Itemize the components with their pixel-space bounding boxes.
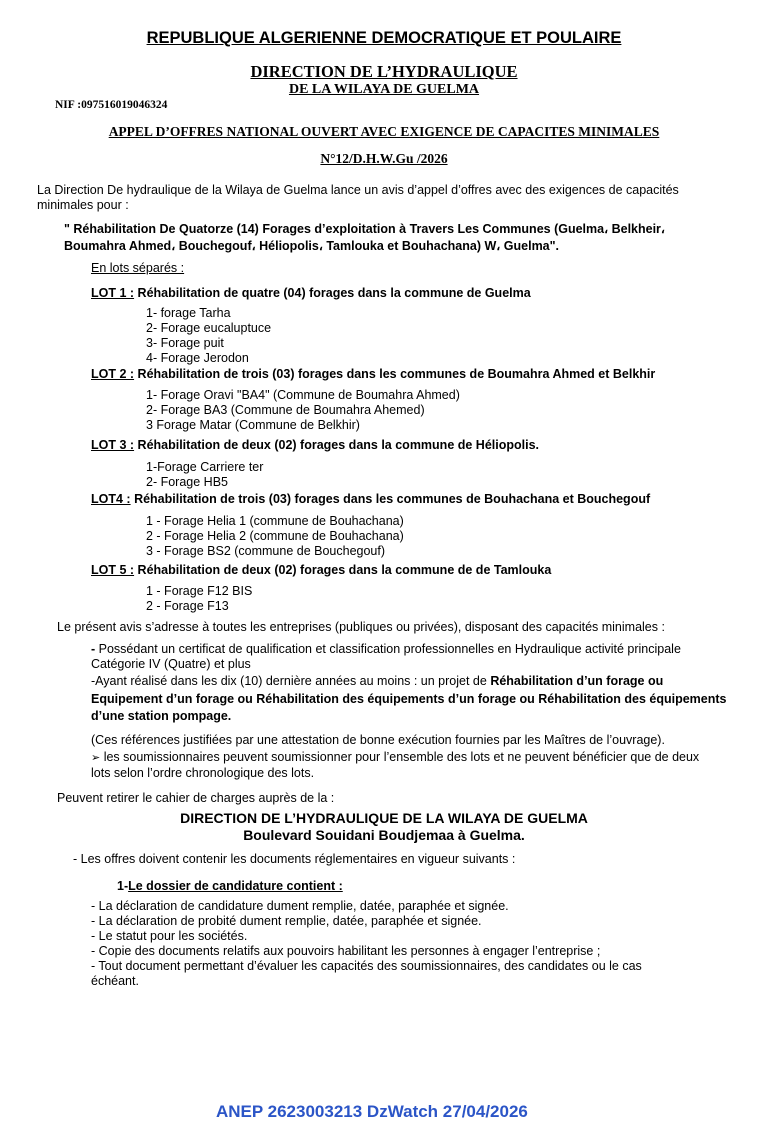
retrait-organization: DIRECTION DE L’HYDRAULIQUE DE LA WILAYA DE GUELMA xyxy=(180,810,588,826)
list-item: 3 - Forage BS2 (commune de Bouchegouf) xyxy=(146,544,386,558)
list-item: 1- forage Tarha xyxy=(146,306,231,320)
wilaya-heading: DE LA WILAYA DE GUELMA xyxy=(288,82,480,97)
lot-2-heading xyxy=(91,366,655,382)
lots-separes-label: En lots séparés : xyxy=(91,261,185,275)
intro-line-2: minimales pour : xyxy=(37,198,129,212)
condition-1-line-1 xyxy=(91,642,681,657)
lot-label: LOT 1 : xyxy=(91,286,135,300)
list-item: 1- Forage Oravi "BA4" (Commune de Boumahra Ahmed) xyxy=(146,388,460,402)
direction-heading: DIRECTION DE L’HYDRAULIQUE xyxy=(250,62,518,81)
project-title-line-2: Boumahra Ahmed، Bouchegouf، Héliopolis، Tamlouka et Bouhachana) W، Guelma". xyxy=(64,239,560,253)
list-item: 2 - Forage Helia 2 (commune de Bouhachana) xyxy=(146,529,404,543)
lot-title: Réhabilitation de quatre (04) forages dans la commune de Guelma xyxy=(134,286,531,300)
republic-heading: REPUBLIQUE ALGERIENNE DEMOCRATIQUE ET POULAIRE xyxy=(146,29,622,47)
text: les soumissionnaires peuvent soumissionner pour l’ensemble des lots et ne peuvent bénéficier que de deux xyxy=(100,750,700,764)
lot-4-heading xyxy=(91,491,650,507)
lot-label: LOT 5 : xyxy=(91,563,135,577)
list-item: - La déclaration de candidature dument remplie, datée, paraphée et signée. xyxy=(91,899,509,913)
intro-line-1: La Direction De hydraulique de la Wilaya de Guelma lance un avis d’appel d’offres avec des exigences de capacités xyxy=(37,183,679,197)
soumission-line-2: lots selon l’ordre chronologique des lots. xyxy=(91,766,315,780)
condition-2-line-2: Equipement d’un forage ou Réhabilitation des équipements d’un forage ou Réhabilitation des équipements xyxy=(91,692,727,706)
text-bold: Réhabilitation d’un forage ou xyxy=(490,674,664,688)
condition-1-line-2: Catégorie IV (Quatre) et plus xyxy=(91,657,251,671)
tender-number: N°12/D.H.W.Gu /2026 xyxy=(320,151,448,166)
lot-title: Réhabilitation de deux (02) forages dans la commune de de Tamlouka xyxy=(134,563,552,577)
list-item: - Tout document permettant d’évaluer les capacités des soumissionnaires, des candidates ou le cas xyxy=(91,959,642,973)
lot-2-list xyxy=(146,388,460,433)
dossier-title: Le dossier de candidature contient : xyxy=(128,879,343,893)
lot-3-heading xyxy=(91,437,539,453)
text: -Ayant réalisé dans les dix (10) dernière années au moins : un projet de xyxy=(91,674,491,688)
lot-label: LOT4 : xyxy=(91,492,131,506)
lot-1-heading xyxy=(91,285,531,301)
lot-5-heading xyxy=(91,562,551,578)
list-item: 2- Forage HB5 xyxy=(146,475,228,489)
list-item: 3 Forage Matar (Commune de Belkhir) xyxy=(146,418,360,432)
arrow-bullet-icon: ➢ xyxy=(91,751,101,764)
dossier-list xyxy=(91,899,642,989)
lot-3-list xyxy=(146,460,263,490)
dossier-heading xyxy=(117,878,343,894)
condition-2-line-1 xyxy=(91,674,663,689)
lot-title: Réhabilitation de trois (03) forages dans les communes de Boumahra Ahmed et Belkhir xyxy=(134,367,656,381)
project-title-line-1: " Réhabilitation De Quatorze (14) Forages d’exploitation à Travers Les Communes (Guelma، Belkheir، xyxy=(64,222,665,236)
offres-intro: - Les offres doivent contenir les documents réglementaires en vigueur suivants : xyxy=(73,852,516,866)
retrait-intro: Peuvent retirer le cahier de charges auprès de la : xyxy=(57,791,335,805)
conditions-intro: Le présent avis s’adresse à toutes les entreprises (publiques ou privées), disposant des capacités minimales : xyxy=(57,620,665,634)
text: Possédant un certificat de qualification et classification professionnelles en Hydraulique activité principale xyxy=(95,642,681,656)
lot-title: Réhabilitation de trois (03) forages dans les communes de Bouhachana et Bouchegouf xyxy=(130,492,651,506)
condition-2-line-3: d’une station pompage. xyxy=(91,709,232,723)
list-item: - Copie des documents relatifs aux pouvoirs habilitant les personnes à engager l’entreprise ; xyxy=(91,944,601,958)
list-item: 2- Forage BA3 (Commune de Boumahra Ahemed) xyxy=(146,403,425,417)
references-note: (Ces références justifiées par une attestation de bonne exécution fournies par les Maîtres de l’ouvrage). xyxy=(91,733,665,747)
lot-4-list xyxy=(146,514,404,559)
list-item: - Le statut pour les sociétés. xyxy=(91,929,248,943)
list-item: 3- Forage puit xyxy=(146,336,224,350)
lot-label: LOT 3 : xyxy=(91,438,135,452)
lot-5-list xyxy=(146,584,252,614)
lot-title: Réhabilitation de deux (02) forages dans la commune de Héliopolis. xyxy=(134,438,540,452)
list-item: - La déclaration de probité dument remplie, datée, paraphée et signée. xyxy=(91,914,482,928)
tender-title: APPEL D’OFFRES NATIONAL OUVERT AVEC EXIGENCE DE CAPACITES MINIMALES xyxy=(108,124,660,139)
footer-reference: ANEP 2623003213 DzWatch 27/04/2026 xyxy=(216,1102,528,1121)
nif-number: NIF :097516019046324 xyxy=(55,99,168,111)
retrait-address: Boulevard Souidani Boudjemaa à Guelma. xyxy=(243,827,525,843)
list-item: 4- Forage Jerodon xyxy=(146,351,249,365)
list-item: 2- Forage eucaluptuce xyxy=(146,321,272,335)
dossier-number: 1- xyxy=(117,879,129,893)
dash: - xyxy=(91,642,96,656)
list-item: échéant. xyxy=(91,974,139,988)
list-item: 2 - Forage F13 xyxy=(146,599,229,613)
list-item: 1 - Forage Helia 1 (commune de Bouhachana) xyxy=(146,514,404,528)
list-item: 1-Forage Carriere ter xyxy=(146,460,264,474)
soumission-line-1 xyxy=(91,750,699,765)
list-item: 1 - Forage F12 BIS xyxy=(146,584,253,598)
lot-1-list xyxy=(146,306,271,366)
lot-label: LOT 2 : xyxy=(91,367,135,381)
